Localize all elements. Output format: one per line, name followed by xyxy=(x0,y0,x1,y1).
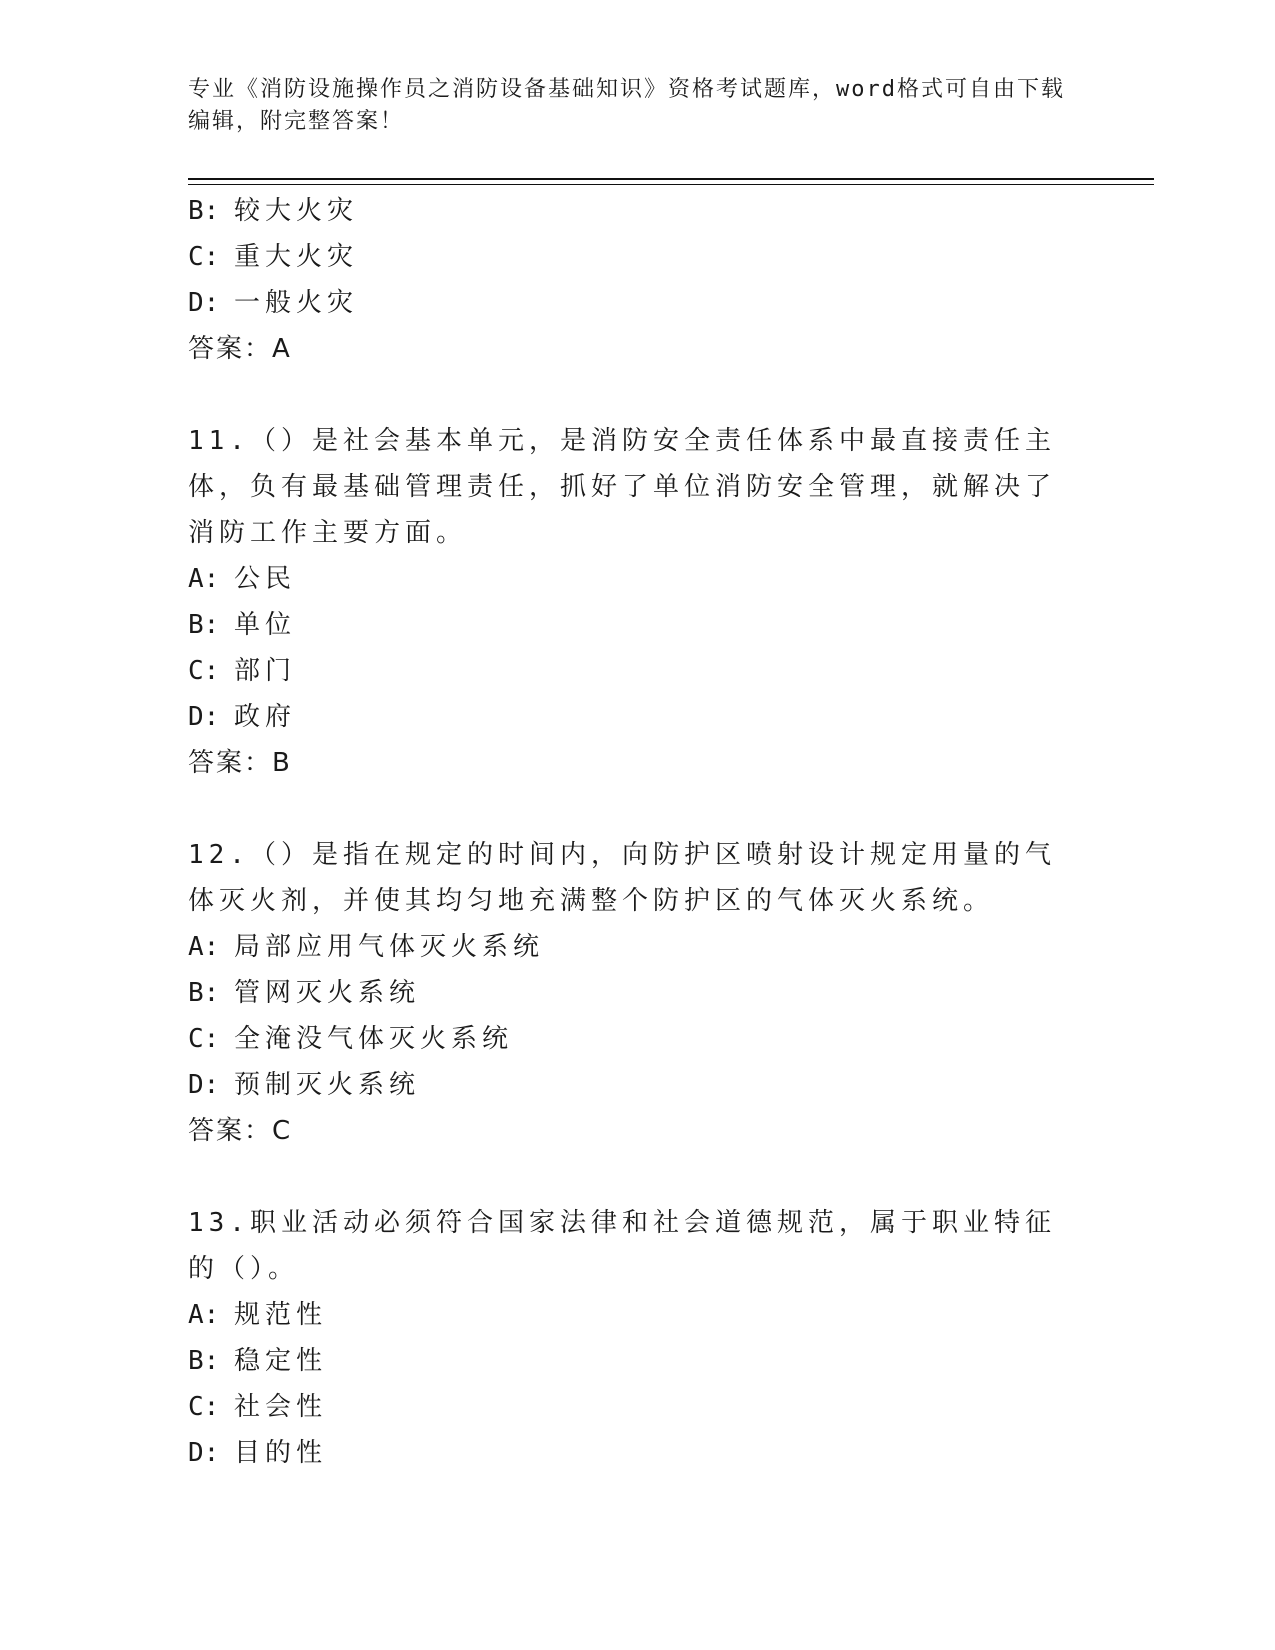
option-text: 局部应用气体灭火系统 xyxy=(234,932,545,962)
question-stem: 13.职业活动必须符合国家法律和社会道德规范，属于职业特征的（）。 xyxy=(188,1208,1056,1284)
option-text: 稳定性 xyxy=(234,1346,328,1376)
option-a xyxy=(188,556,1088,602)
option-b xyxy=(188,602,1088,648)
question-11 xyxy=(188,418,1088,786)
option-d xyxy=(188,694,1088,740)
option-key: A: xyxy=(188,1300,220,1330)
prev-question-options xyxy=(188,188,1088,372)
option-text: 管网灭火系统 xyxy=(234,978,421,1008)
option-key: B: xyxy=(188,978,220,1008)
answer-line: 答案：B xyxy=(188,748,292,778)
option-b xyxy=(188,1338,1088,1384)
option-text: 部门 xyxy=(234,656,297,686)
option-d xyxy=(188,280,1088,326)
option-key: D: xyxy=(188,288,220,318)
option-a xyxy=(188,924,1088,970)
option-text: 全淹没气体灭火系统 xyxy=(234,1024,514,1054)
answer-line: 答案：C xyxy=(188,1116,293,1146)
option-c xyxy=(188,1384,1088,1430)
option-d xyxy=(188,1430,1088,1476)
option-text: 重大火灾 xyxy=(234,242,359,272)
option-key: B: xyxy=(188,196,220,226)
question-stem: 11.（）是社会基本单元，是消防安全责任体系中最直接责任主体，负有最基础管理责任，抓好了单位消防安全管理，就解决了消防工作主要方面。 xyxy=(188,426,1057,548)
option-d xyxy=(188,1062,1088,1108)
option-key: D: xyxy=(188,1070,220,1100)
option-b xyxy=(188,188,1088,234)
option-key: A: xyxy=(188,564,220,594)
header-divider-thin xyxy=(188,184,1154,185)
option-text: 目的性 xyxy=(234,1438,328,1468)
option-key: C: xyxy=(188,242,220,272)
option-text: 预制灭火系统 xyxy=(234,1070,421,1100)
option-text: 社会性 xyxy=(234,1392,328,1422)
option-text: 一般火灾 xyxy=(234,288,359,318)
option-key: A: xyxy=(188,932,220,962)
option-key: C: xyxy=(188,1392,220,1422)
option-b xyxy=(188,970,1088,1016)
option-text: 规范性 xyxy=(234,1300,328,1330)
option-a xyxy=(188,1292,1088,1338)
page-header: 专业《消防设施操作员之消防设备基础知识》资格考试题库，word格式可自由下载编辑，附完整答案！ xyxy=(188,77,1065,134)
option-key: D: xyxy=(188,1438,220,1468)
option-key: D: xyxy=(188,702,220,732)
option-key: B: xyxy=(188,1346,220,1376)
option-key: C: xyxy=(188,1024,220,1054)
option-key: C: xyxy=(188,656,220,686)
question-13 xyxy=(188,1200,1088,1476)
option-c xyxy=(188,234,1088,280)
header-divider-thick xyxy=(188,178,1154,180)
option-key: B: xyxy=(188,610,220,640)
option-text: 公民 xyxy=(234,564,297,594)
option-c xyxy=(188,1016,1088,1062)
option-text: 较大火灾 xyxy=(234,196,359,226)
question-content xyxy=(188,188,1088,1476)
option-text: 单位 xyxy=(234,610,297,640)
question-stem: 12.（）是指在规定的时间内，向防护区喷射设计规定用量的气体灭火剂，并使其均匀地充满整个防护区的气体灭火系统。 xyxy=(188,840,1056,916)
answer-line: 答案：A xyxy=(188,334,292,364)
option-text: 政府 xyxy=(234,702,297,732)
question-12 xyxy=(188,832,1088,1154)
option-c xyxy=(188,648,1088,694)
